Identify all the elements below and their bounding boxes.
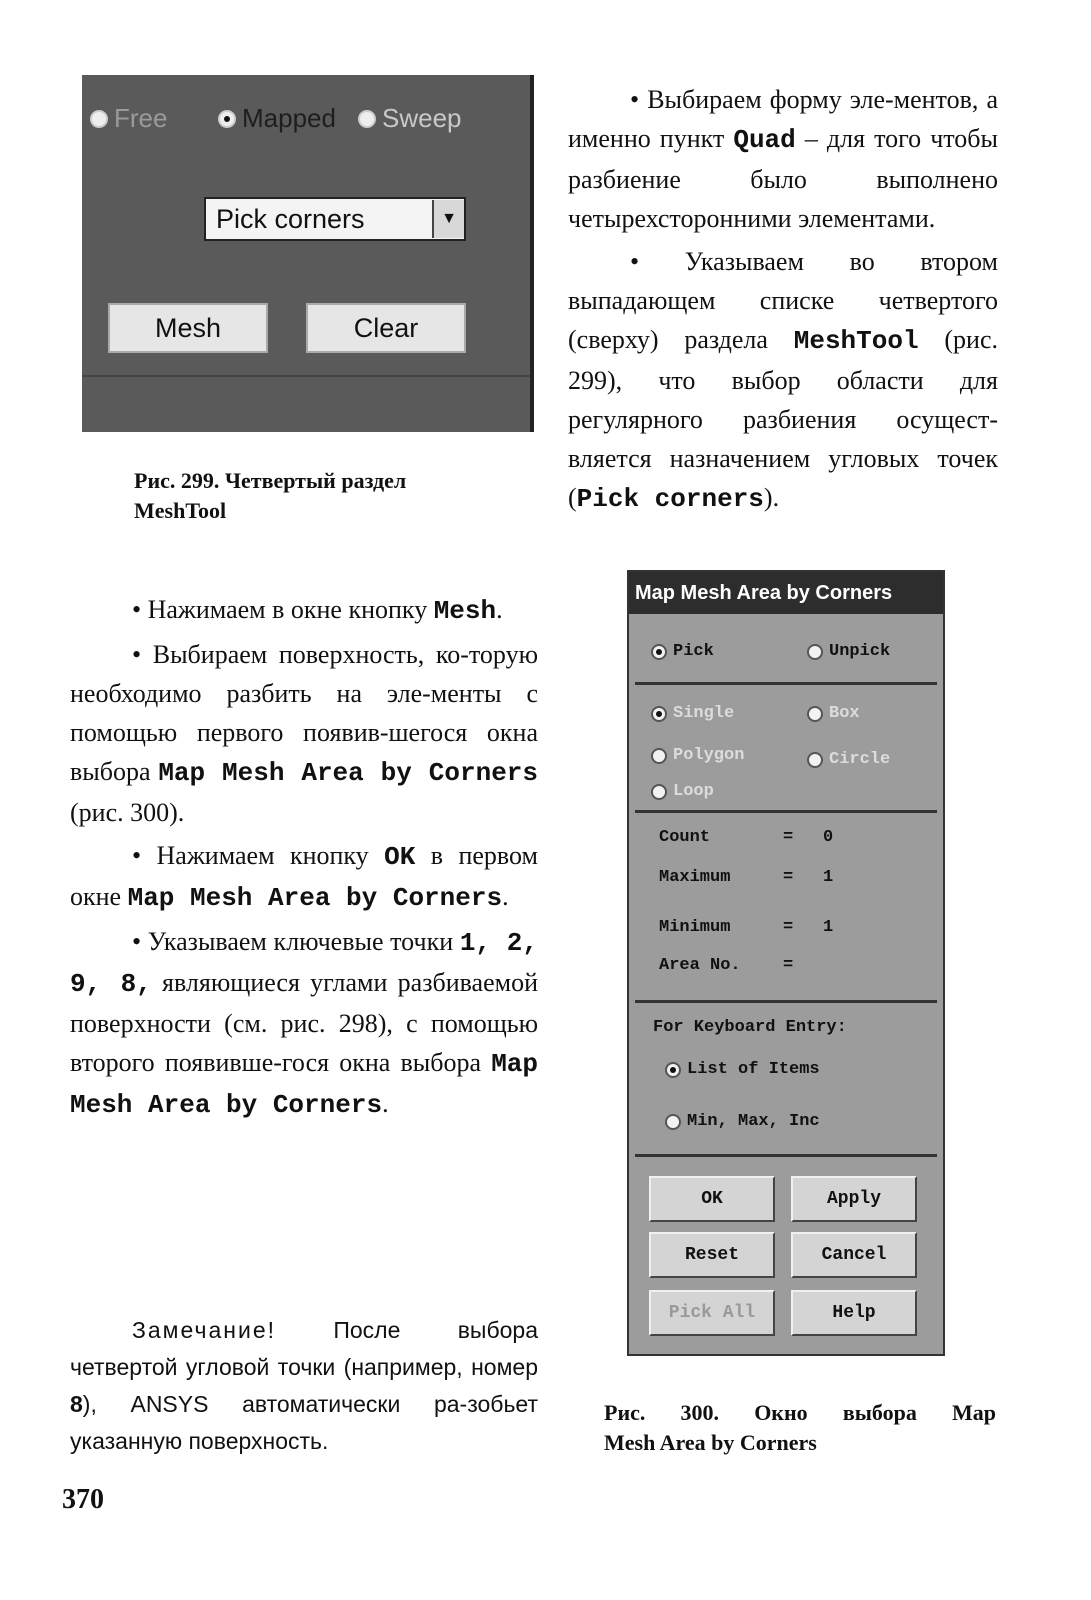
figure-300-caption-line2: Mesh Area by Corners: [604, 1430, 817, 1455]
count-value: 0: [823, 828, 834, 847]
meshtool-section-figure: [82, 75, 534, 432]
paragraph-quad: • Выбираем форму эле-ментов, а именно пункт Quad – для того чтобы разбиение было выполнено четырехсторонними элементами.: [568, 80, 998, 238]
page-number: 370: [62, 1484, 104, 1515]
dialog-separator-2: [635, 810, 937, 813]
keyboard-entry-label: For Keyboard Entry:: [653, 1018, 847, 1037]
radio-min-max-inc-label: Min, Max, Inc: [687, 1112, 820, 1131]
dialog-title-bar: Map Mesh Area by Corners: [629, 572, 943, 614]
radio-polygon-label: Polygon: [673, 746, 745, 765]
ok-button[interactable]: OK: [649, 1176, 775, 1222]
mesh-button[interactable]: Mesh: [108, 303, 268, 353]
radio-min-max-inc-dot: [665, 1114, 681, 1130]
mesh-type-radio-group: [90, 103, 522, 137]
help-button[interactable]: Help: [791, 1290, 917, 1336]
cancel-button[interactable]: Cancel: [791, 1232, 917, 1278]
figure-299-caption-line1: Рис. 299. Четвертый раздел: [134, 468, 407, 493]
radio-mapped[interactable]: [218, 103, 336, 134]
radio-polygon-dot: [651, 748, 667, 764]
minimum-eq: =: [783, 918, 794, 937]
count-label: Count: [659, 828, 711, 847]
figure-divider: [82, 375, 530, 377]
count-eq: =: [783, 828, 794, 847]
radio-list-of-items[interactable]: [665, 1060, 820, 1079]
radio-free-label: Free: [114, 103, 168, 133]
radio-single-dot: [651, 706, 667, 722]
radio-single-label: Single: [673, 704, 735, 723]
radio-pick-label: Pick: [673, 642, 714, 661]
maximum-row: [659, 868, 833, 887]
area-no-label: Area No.: [659, 956, 741, 975]
apply-button[interactable]: Apply: [791, 1176, 917, 1222]
radio-free[interactable]: [90, 103, 167, 134]
radio-free-dot: [90, 110, 108, 128]
radio-unpick[interactable]: [807, 642, 890, 661]
radio-sweep-dot: [358, 110, 376, 128]
left-column-text: [70, 590, 538, 1129]
right-column-text: [568, 80, 998, 523]
radio-box-dot: [807, 706, 823, 722]
radio-loop-dot: [651, 784, 667, 800]
paragraph-pick-corners: • Указываем во втором выпадающем списке четвертого (сверху) раздела MeshTool (рис. 299), что выбор области для регулярного разбиения осущест-вляется назначением угловых точек (Pick corners).: [568, 242, 998, 519]
minimum-value: 1: [823, 918, 834, 937]
dialog-separator-4: [635, 1154, 937, 1157]
radio-unpick-label: Unpick: [829, 642, 891, 661]
clear-button[interactable]: Clear: [306, 303, 466, 353]
radio-polygon[interactable]: [651, 746, 744, 765]
radio-mapped-label: Mapped: [242, 103, 336, 133]
paragraph-press-ok: • Нажимаем кнопку OK в первом окне Map Mesh Area by Corners.: [70, 836, 538, 918]
dialog-separator-1: [635, 682, 937, 685]
area-no-row: [659, 956, 823, 975]
radio-box-label: Box: [829, 704, 860, 723]
figure-300-caption-line1: Рис. 300. Окно выбора Map: [604, 1400, 996, 1425]
note-paragraph: Замечание! После выбора четвертой угловой точки (например, номер 8), ANSYS автоматически ра-зобьет указанную поверхность.: [70, 1317, 538, 1454]
reset-button[interactable]: Reset: [649, 1232, 775, 1278]
figure-299-caption-line2: MeshTool: [134, 498, 227, 523]
paragraph-keypoints: • Указываем ключевые точки 1, 2, 9, 8, являющиеся углами разбиваемой поверхности (см. рис. 298), с помощью второго появивше-гося окна выбора Map Mesh Area by Corners.: [70, 922, 538, 1125]
mapped-method-value: Pick corners: [216, 203, 365, 234]
radio-sweep-label: Sweep: [382, 103, 462, 133]
mapped-method-select[interactable]: [204, 197, 466, 241]
minimum-label: Minimum: [659, 918, 731, 937]
dialog-separator-3: [635, 1000, 937, 1003]
radio-loop-label: Loop: [673, 782, 714, 801]
maximum-eq: =: [783, 868, 794, 887]
radio-list-of-items-label: List of Items: [687, 1060, 820, 1079]
note-heading: Замечание!: [132, 1317, 277, 1343]
radio-min-max-inc[interactable]: [665, 1112, 820, 1131]
figure-300-caption: [604, 1398, 996, 1458]
radio-loop[interactable]: [651, 782, 714, 801]
paragraph-press-mesh: • Нажимаем в окне кнопку Mesh.: [70, 590, 538, 631]
area-no-eq: =: [783, 956, 794, 975]
count-row: [659, 828, 833, 847]
figure-299-caption: [134, 466, 406, 526]
pick-all-button[interactable]: Pick All: [649, 1290, 775, 1336]
radio-box[interactable]: [807, 704, 860, 723]
radio-circle[interactable]: [807, 750, 890, 769]
radio-single[interactable]: [651, 704, 734, 723]
radio-circle-dot: [807, 752, 823, 768]
radio-circle-label: Circle: [829, 750, 891, 769]
radio-pick-dot: [651, 644, 667, 660]
map-mesh-area-dialog: [627, 570, 945, 1356]
maximum-label: Maximum: [659, 868, 731, 887]
maximum-value: 1: [823, 868, 834, 887]
chevron-down-icon[interactable]: ▼: [432, 200, 464, 238]
radio-mapped-dot: [218, 110, 236, 128]
radio-pick[interactable]: [651, 642, 714, 661]
radio-unpick-dot: [807, 644, 823, 660]
radio-list-of-items-dot: [665, 1062, 681, 1078]
minimum-row: [659, 918, 833, 937]
radio-sweep[interactable]: [358, 103, 462, 134]
paragraph-select-surface: • Выбираем поверхность, ко-торую необходимо разбить на эле-менты с помощью первого появив-шегося окна выбора Map Mesh Area by Corners (рис. 300).: [70, 635, 538, 832]
